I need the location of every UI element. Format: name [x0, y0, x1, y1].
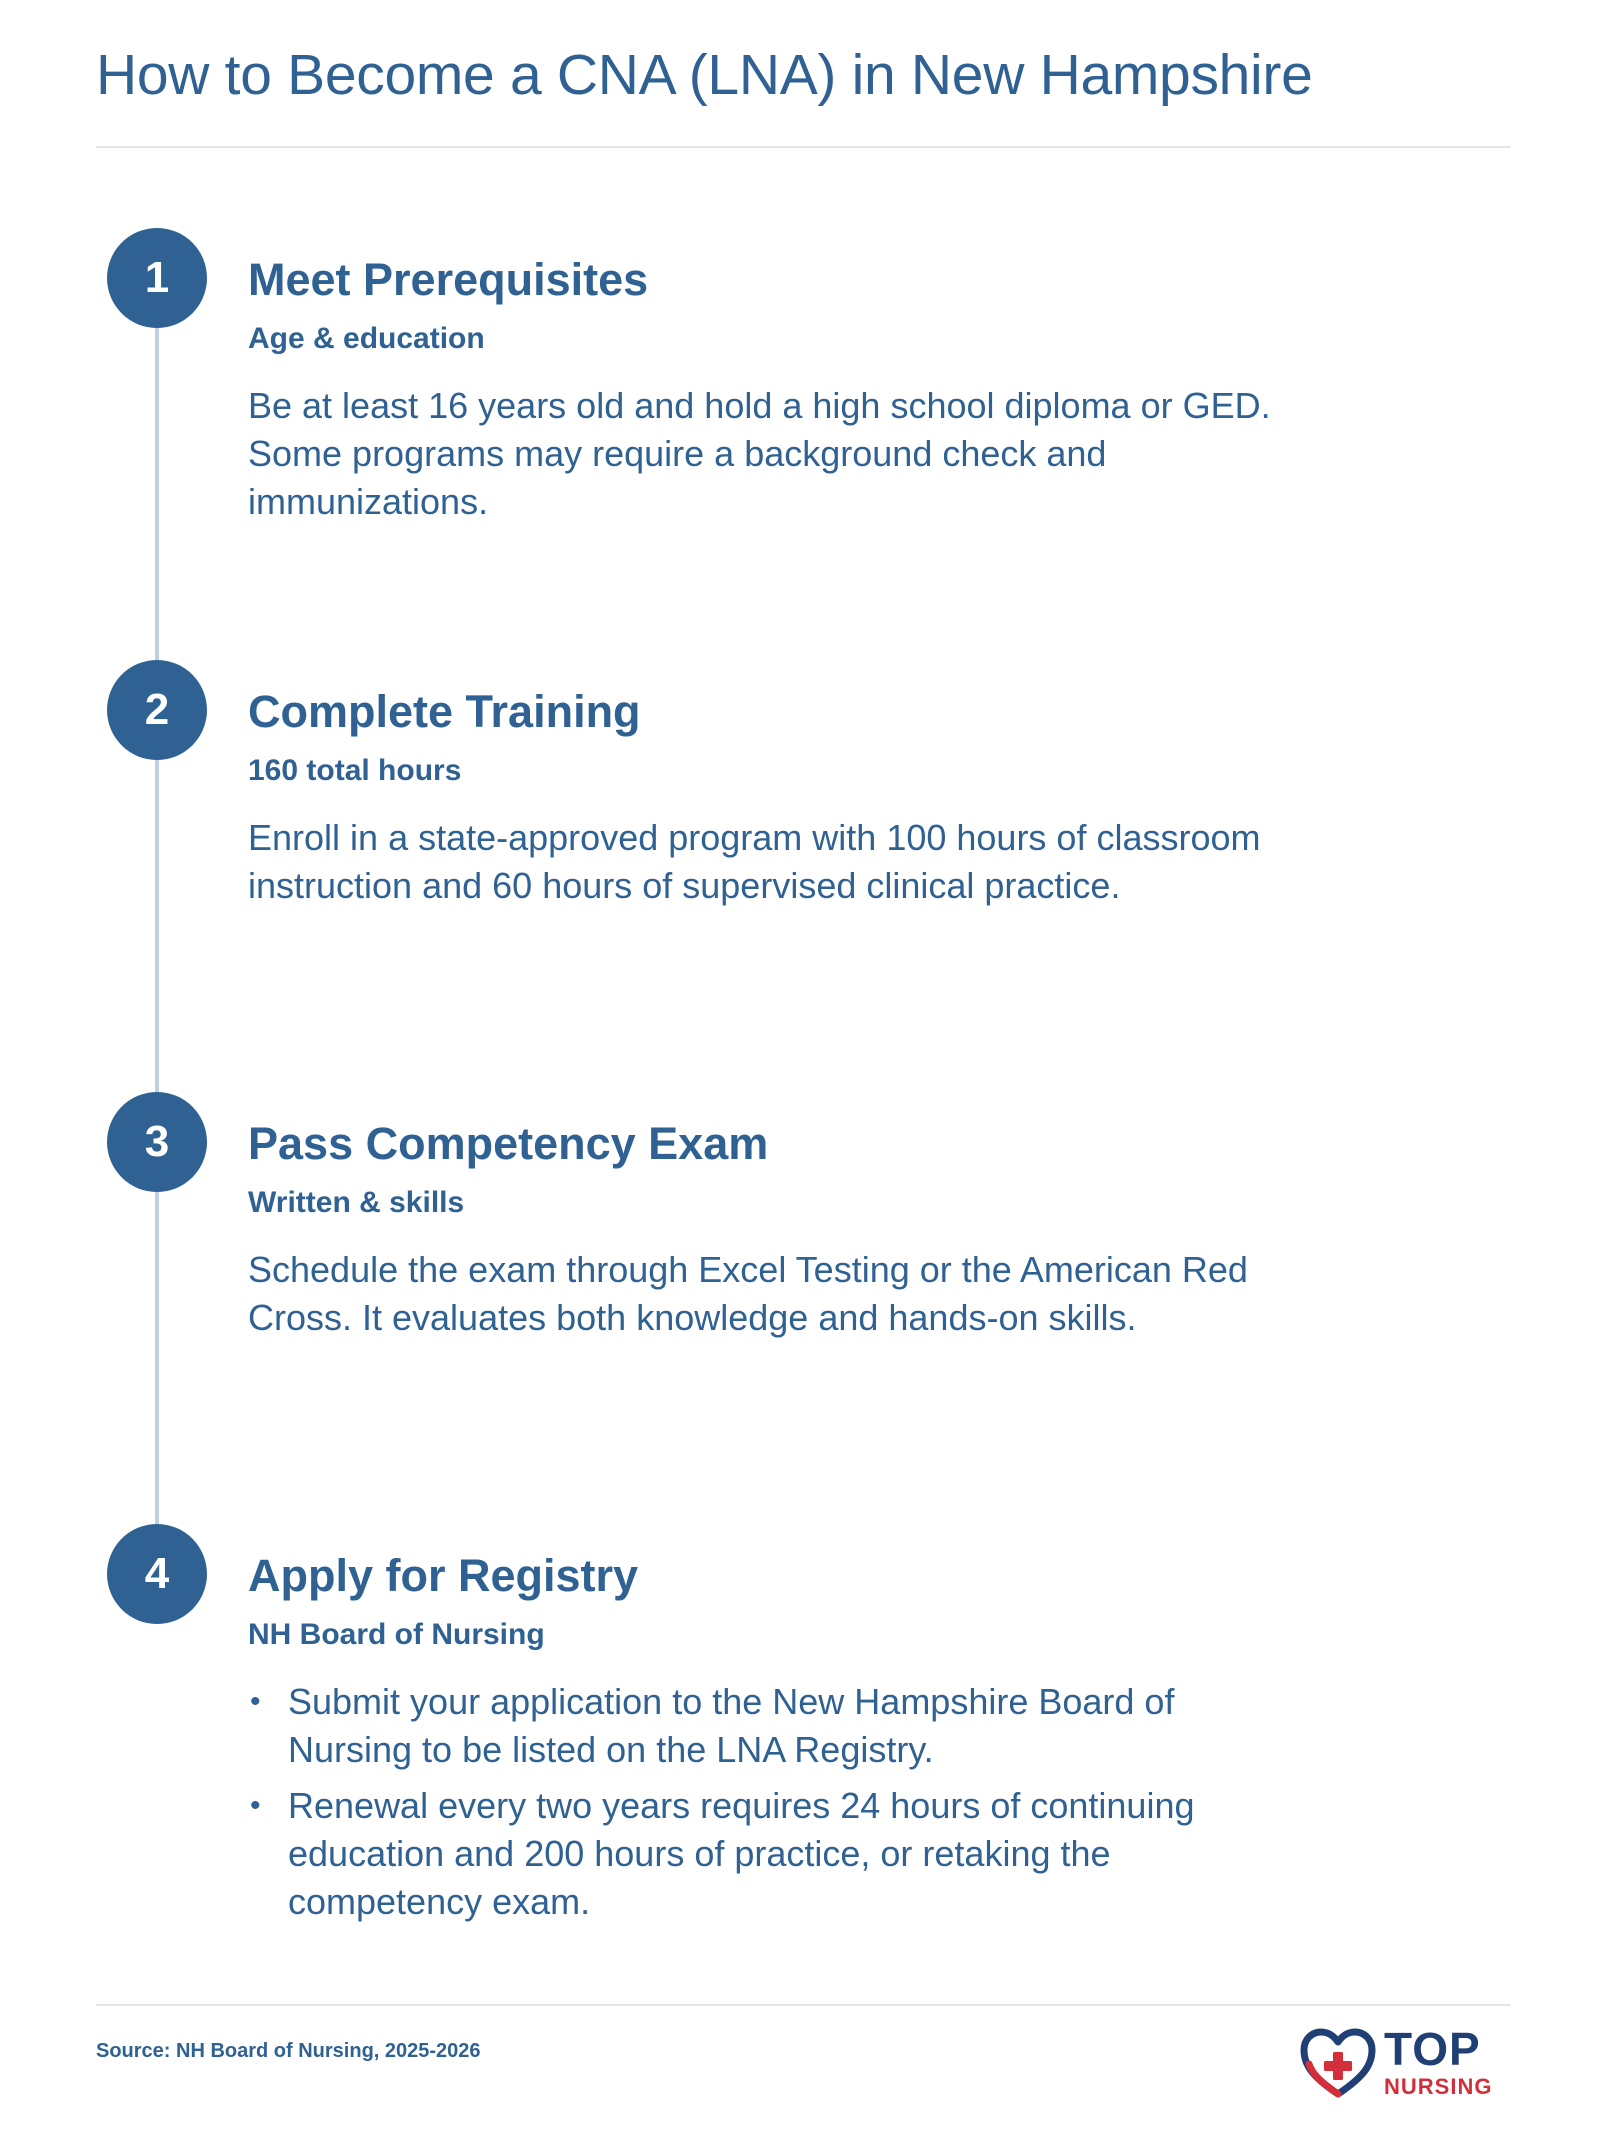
- footer-divider: [96, 2004, 1511, 2006]
- step-subtitle: NH Board of Nursing: [248, 1618, 545, 1651]
- step-number-badge: 1: [107, 228, 207, 328]
- source-note: Source: NH Board of Nursing, 2025-2026: [96, 2040, 481, 2062]
- step-number-badge: 2: [107, 660, 207, 760]
- step-title: Pass Competency Exam: [248, 1118, 769, 1169]
- step-title: Complete Training: [248, 686, 641, 737]
- list-item: • Renewal every two years requires 24 hours of continuing education and 200 hours of practice, or retaking the competency exam.: [248, 1782, 1288, 1926]
- step-number-badge: 3: [107, 1092, 207, 1192]
- step-description: Be at least 16 years old and hold a high school diploma or GED. Some programs may require a background check and immunizations.: [248, 385, 1271, 522]
- list-item: • Submit your application to the New Hampshire Board of Nursing to be listed on the LNA Registry.: [248, 1678, 1288, 1774]
- top-nursing-logo: [1300, 2023, 1512, 2100]
- logo-wordmark-sub: NURSING: [1384, 2074, 1493, 2099]
- step-title: Meet Prerequisites: [248, 254, 649, 305]
- step-subtitle: 160 total hours: [248, 754, 462, 787]
- step-description: Enroll in a state-approved program with 100 hours of classroom instruction and 60 hours of supervised clinical practice.: [248, 817, 1261, 906]
- heart-cross-icon: [1300, 2028, 1376, 2100]
- step-number-badge: 4: [107, 1524, 207, 1624]
- logo-wordmark-top: TOP: [1384, 2023, 1481, 2075]
- page-title: How to Become a CNA (LNA) in New Hampshire: [96, 43, 1313, 107]
- header-divider: [96, 146, 1511, 148]
- step-description: Schedule the exam through Excel Testing or the American Red Cross. It evaluates both knowledge and hands-on skills.: [248, 1249, 1248, 1338]
- step-subtitle: Written & skills: [248, 1186, 465, 1219]
- step-bullet-list: [248, 1678, 1288, 1934]
- step-title: Apply for Registry: [248, 1550, 639, 1601]
- step-subtitle: Age & education: [248, 322, 485, 355]
- timeline-line: [155, 280, 159, 1580]
